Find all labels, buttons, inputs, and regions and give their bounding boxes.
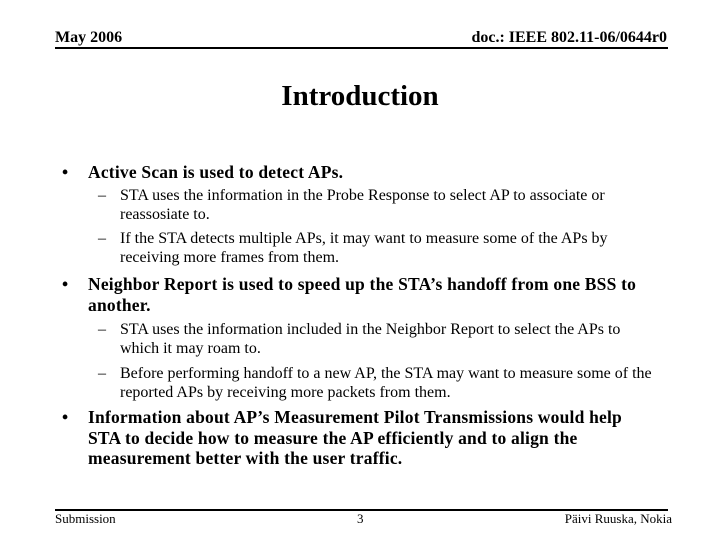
header-date: May 2006 [55, 29, 123, 46]
sub-bullet-text: STA uses the information in the Probe Response to select AP to associate or reassosiate to. [120, 187, 605, 223]
header-divider [55, 47, 668, 49]
sub-bullet-text: STA uses the information included in the Neighbor Report to select the APs to which it may roam to. [120, 321, 621, 357]
bullet-text: Active Scan is used to detect APs. [88, 162, 344, 182]
footer-author: Päivi Ruuska, Nokia [564, 511, 672, 526]
bullet-text: Information about AP’s Measurement Pilot Transmissions would help STA to decide how to measure the AP efficiently and to align the measurement better with the user traffic. [88, 407, 622, 468]
dash-icon: – [98, 365, 106, 382]
bullet-icon: • [62, 407, 69, 427]
dash-icon: – [98, 187, 106, 204]
dash-icon: – [98, 230, 106, 247]
sub-bullet-text: If the STA detects multiple APs, it may want to measure some of the APs by receiving more frames from them. [120, 230, 608, 266]
header-doc-id: doc.: IEEE 802.11-06/0644r0 [471, 29, 667, 46]
slide-title: Introduction [281, 80, 439, 112]
page-number: 3 [357, 511, 364, 526]
dash-icon: – [98, 321, 106, 338]
bullet-text: Neighbor Report is used to speed up the STA’s handoff from one BSS to another. [88, 274, 637, 315]
sub-bullet-text: Before performing handoff to a new AP, the STA may want to measure some of the reported APs by receiving more packets from them. [120, 365, 652, 401]
bullet-icon: • [62, 162, 69, 182]
footer-submission: Submission [55, 511, 116, 526]
bullet-icon: • [62, 274, 69, 294]
